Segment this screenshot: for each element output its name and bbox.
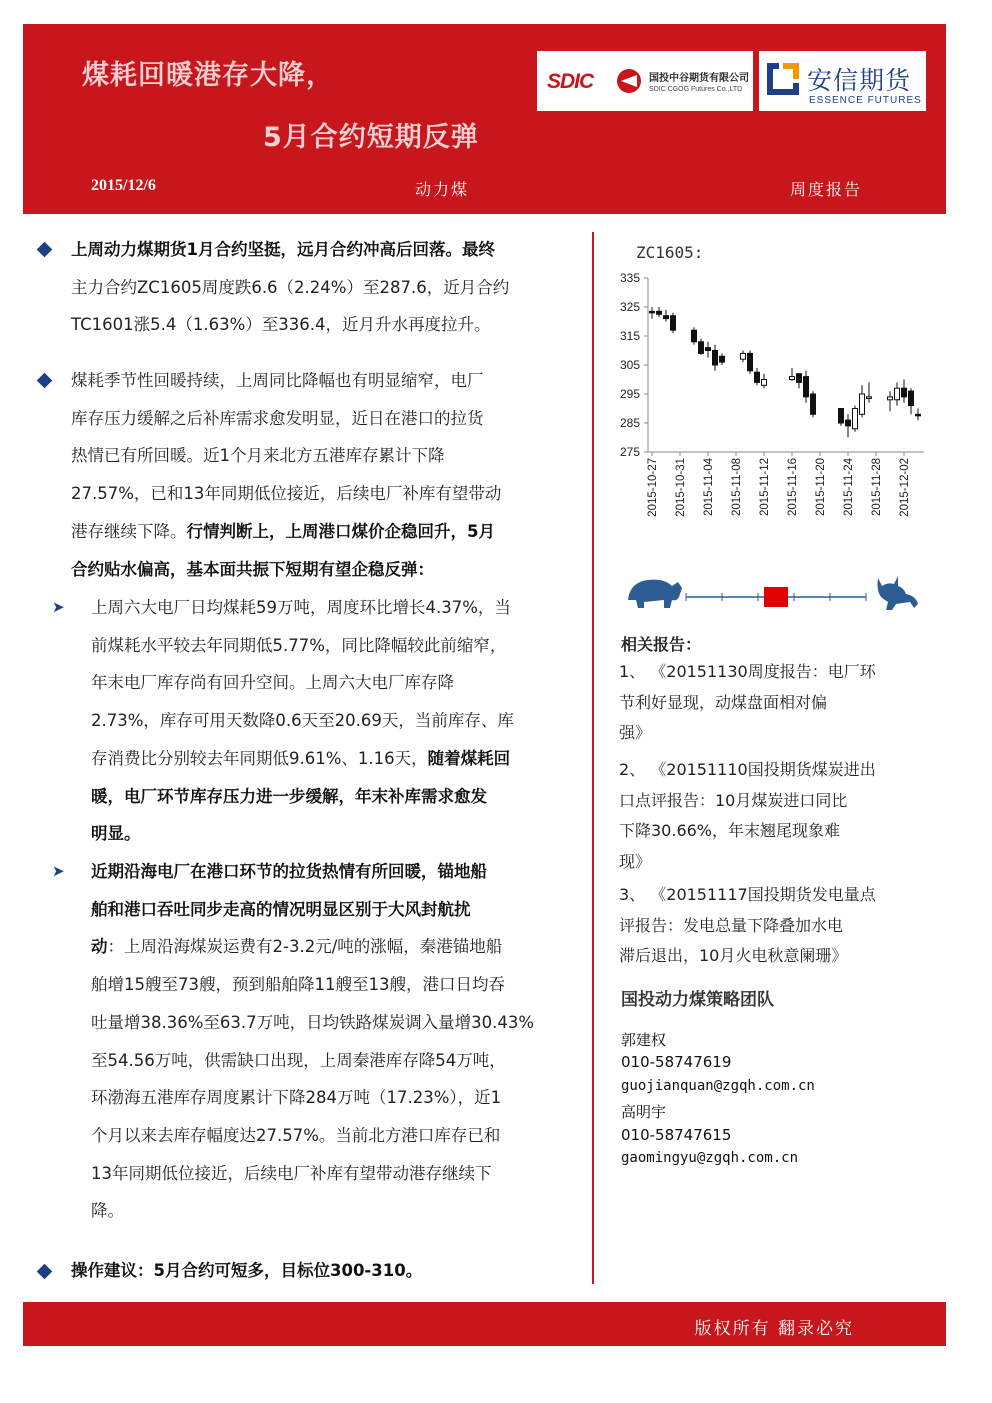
arrow-bullet-icon: ➤ <box>52 862 65 880</box>
candle-body <box>860 394 865 414</box>
trading-advice: 操作建议：5月合约可短多，目标位300-310。 <box>71 1261 423 1280</box>
summary-paragraph <box>71 231 509 344</box>
report-date: 2015/12/6 <box>91 177 156 194</box>
candle-body <box>804 377 809 397</box>
candle-body <box>902 388 907 397</box>
candle-body <box>664 316 669 319</box>
candle-body <box>706 348 711 351</box>
candle-body <box>699 342 704 354</box>
port-paragraph <box>91 853 534 1230</box>
text-line-bold: 暖，电厂环节库存压力进一步缓解，年末补库需求愈发 <box>91 786 487 806</box>
report-category: 动力煤 <box>415 180 470 199</box>
text-line: 3、 《20151117国投期货发电量点 <box>619 885 876 904</box>
candle-body <box>909 391 914 406</box>
candle-body <box>671 316 676 331</box>
column-divider <box>592 232 594 1284</box>
x-tick-label: 2015-11-12 <box>759 458 771 516</box>
x-tick-label: 2015-11-04 <box>703 458 715 516</box>
essence-emblem-icon <box>763 59 801 97</box>
text-line-bold: 近期沿海电厂在港口环节的拉货热情有所回暖，锚地船 <box>91 862 487 881</box>
x-tick-label: 2015-11-28 <box>871 458 883 516</box>
text-line: 主力合约ZC1605周度跌6.6（2.24%）至287.6，近月合约 <box>71 277 510 297</box>
candle-body <box>650 311 655 313</box>
candle-body <box>762 380 767 386</box>
candle-body <box>748 353 753 370</box>
text-line: 热情已有所回暖。近1个月来北方五港库存累计下降 <box>71 446 445 466</box>
candle-body <box>797 374 802 383</box>
text-line: 舶增15艘至73艘，预到船舶降11艘至13艘，港口日均吞 <box>91 975 505 995</box>
text-line: 个月以来去库存幅度达27.57%。当前北方港口库存已和 <box>91 1125 501 1145</box>
text-line: 评报告：发电总量下降叠加水电 <box>619 915 844 935</box>
candle-body <box>867 397 872 399</box>
sdic-company-cn: 国投中谷期货有限公司 <box>649 73 749 84</box>
candle-body <box>720 356 725 362</box>
text-line: 上周六大电厂日均煤耗59万吨，周度环比增长4.37%，当 <box>91 598 511 617</box>
candle-body <box>916 414 921 416</box>
text-line: 1、 《20151130周度报告：电厂环 <box>619 662 876 681</box>
text-line: 上周动力煤期货1月合约坚挺，远月合约冲高后回落。最终 <box>71 240 495 259</box>
text-line: 2、 《20151110国投期货煤炭进出 <box>619 760 876 779</box>
y-tick-label: 305 <box>619 358 640 372</box>
candle-body <box>755 372 760 382</box>
text-line-bold: 随着煤耗回 <box>427 748 511 768</box>
candle-body <box>790 377 795 380</box>
candle-body <box>811 394 816 414</box>
text-line: 存消费比分别较去年同期低9.61%、1.16天， <box>91 748 428 768</box>
analyst-email[interactable]: gaomingyu@zgqh.com.cn <box>621 1150 799 1166</box>
sdic-company-en: SDIC CGOG Futures Co.,LTD <box>649 86 743 93</box>
x-tick-label: 2015-11-20 <box>815 458 827 516</box>
fundamentals-paragraph <box>71 362 501 588</box>
team-title: 国投动力煤策略团队 <box>621 990 774 1010</box>
candle-body <box>713 351 718 366</box>
y-tick-label: 315 <box>619 329 640 343</box>
power-plant-paragraph <box>91 589 514 853</box>
text-line: TC1601涨5.4（1.63%）至336.4，近月升水再度拉升。 <box>71 315 491 335</box>
bullet-diamond-icon <box>37 1264 53 1280</box>
text-line: 库存压力缓解之后补库需求愈发明显，近日在港口的拉货 <box>71 408 484 428</box>
related-report-1[interactable] <box>619 657 876 749</box>
text-line: 前煤耗水平较去年同期低5.77%，同比降幅较此前缩窄， <box>91 635 507 655</box>
bear-icon <box>628 580 682 608</box>
y-tick-label: 295 <box>619 387 640 401</box>
zc1605-candlestick-chart <box>600 262 940 552</box>
chart-title: ZC1605: <box>636 243 704 262</box>
text-line: 吐量增38.36%至63.7万吨，日均铁路煤炭调入量增30.43% <box>91 1012 535 1032</box>
text-line: 下降30.66%，年末翘尾现象难 <box>619 821 841 840</box>
report-type: 周度报告 <box>790 180 863 199</box>
candle-body <box>895 388 900 400</box>
text-line: 降。 <box>91 1201 124 1221</box>
essence-name-cn: 安信期货 <box>807 66 912 95</box>
footer-banner <box>23 1302 946 1346</box>
copyright-notice: 版权所有 翻录必究 <box>694 1319 854 1339</box>
text-line-bold: 舶和港口吞吐同步走高的情况明显区别于大风封航扰 <box>91 899 471 919</box>
candle-body <box>657 311 662 314</box>
essence-logo <box>759 51 926 111</box>
y-tick-label: 275 <box>619 445 640 459</box>
bull-icon <box>878 576 919 610</box>
bullet-diamond-icon <box>37 373 53 389</box>
related-reports-heading: 相关报告： <box>621 635 702 654</box>
candle-body <box>692 330 697 342</box>
sdic-logo-word: SDIC <box>547 70 594 93</box>
text-line: 滞后退出，10月火电秋意阑珊》 <box>619 946 848 965</box>
analyst-phone: 010-58747619 <box>621 1053 732 1071</box>
text-line: 口点评报告：10月煤炭进口同比 <box>619 790 848 810</box>
candle-body <box>839 409 844 424</box>
x-tick-label: 2015-10-31 <box>675 458 687 517</box>
text-line: 煤耗季节性回暖持续，上周同比降幅也有明显缩窄，电厂 <box>71 371 484 390</box>
text-line: 2.73%，库存可用天数降0.6天至20.69天，当前库存、库 <box>91 711 514 731</box>
text-line: 13年同期低位接近，后续电厂补库有望带动港存继续下 <box>91 1163 492 1183</box>
candle-body <box>741 353 746 359</box>
x-tick-label: 2015-10-27 <box>647 458 659 517</box>
text-line-bold: 动 <box>91 937 108 957</box>
text-line: 港存继续下降。 <box>71 521 187 541</box>
candle-body <box>846 420 851 426</box>
text-line: 环渤海五港库存周度累计下降284万吨（17.23%），近1 <box>91 1088 502 1108</box>
report-title-line1: 煤耗回暖港存大降， <box>82 60 334 91</box>
analyst-name: 高明宇 <box>621 1103 667 1121</box>
arrow-bullet-icon: ➤ <box>52 598 65 616</box>
related-report-3[interactable] <box>619 880 876 972</box>
x-tick-label: 2015-12-02 <box>899 458 911 517</box>
text-line: 节利好显现，动煤盘面相对偏 <box>619 692 828 712</box>
bullet-diamond-icon <box>37 242 53 258</box>
text-line: 年末电厂库存尚有回升空间。上周六大电厂库存降 <box>91 673 454 693</box>
x-tick-label: 2015-11-08 <box>731 458 743 516</box>
text-line: 27.57%，已和13年同期低位接近，后续电厂补库有望带动 <box>71 484 502 504</box>
sdic-emblem-icon <box>615 67 643 95</box>
sentiment-scale <box>626 570 921 614</box>
sdic-logo <box>537 51 753 111</box>
report-title-line2: 5月合约短期反弹 <box>263 122 479 153</box>
analyst-email[interactable]: guojianquan@zgqh.com.cn <box>621 1078 815 1094</box>
analyst-name: 郭建权 <box>621 1031 667 1049</box>
x-tick-label: 2015-11-24 <box>843 458 855 516</box>
text-line: 强》 <box>619 723 652 742</box>
analyst-phone: 010-58747615 <box>621 1126 732 1144</box>
x-tick-label: 2015-11-16 <box>787 458 799 516</box>
text-line: ：上周沿海煤炭运费有2-3.2元/吨的涨幅，秦港锚地船 <box>107 937 503 957</box>
text-line-bold: 明显。 <box>91 824 141 844</box>
text-line: 现》 <box>619 851 652 871</box>
candle-body <box>888 397 893 400</box>
text-line-bold: 行情判断上，上周港口煤价企稳回升，5月 <box>186 521 495 541</box>
text-line-bold: 合约贴水偏高，基本面共振下短期有望企稳反弹： <box>71 559 434 579</box>
y-tick-label: 335 <box>619 271 640 285</box>
related-report-2[interactable] <box>619 755 876 877</box>
y-tick-label: 325 <box>619 300 640 314</box>
sentiment-marker <box>764 587 788 607</box>
y-tick-label: 285 <box>619 416 640 430</box>
candle-body <box>853 409 858 429</box>
text-line: 至54.56万吨，供需缺口出现，上周秦港库存降54万吨， <box>91 1050 506 1070</box>
essence-name-en: ESSENCE FUTURES <box>809 95 922 106</box>
